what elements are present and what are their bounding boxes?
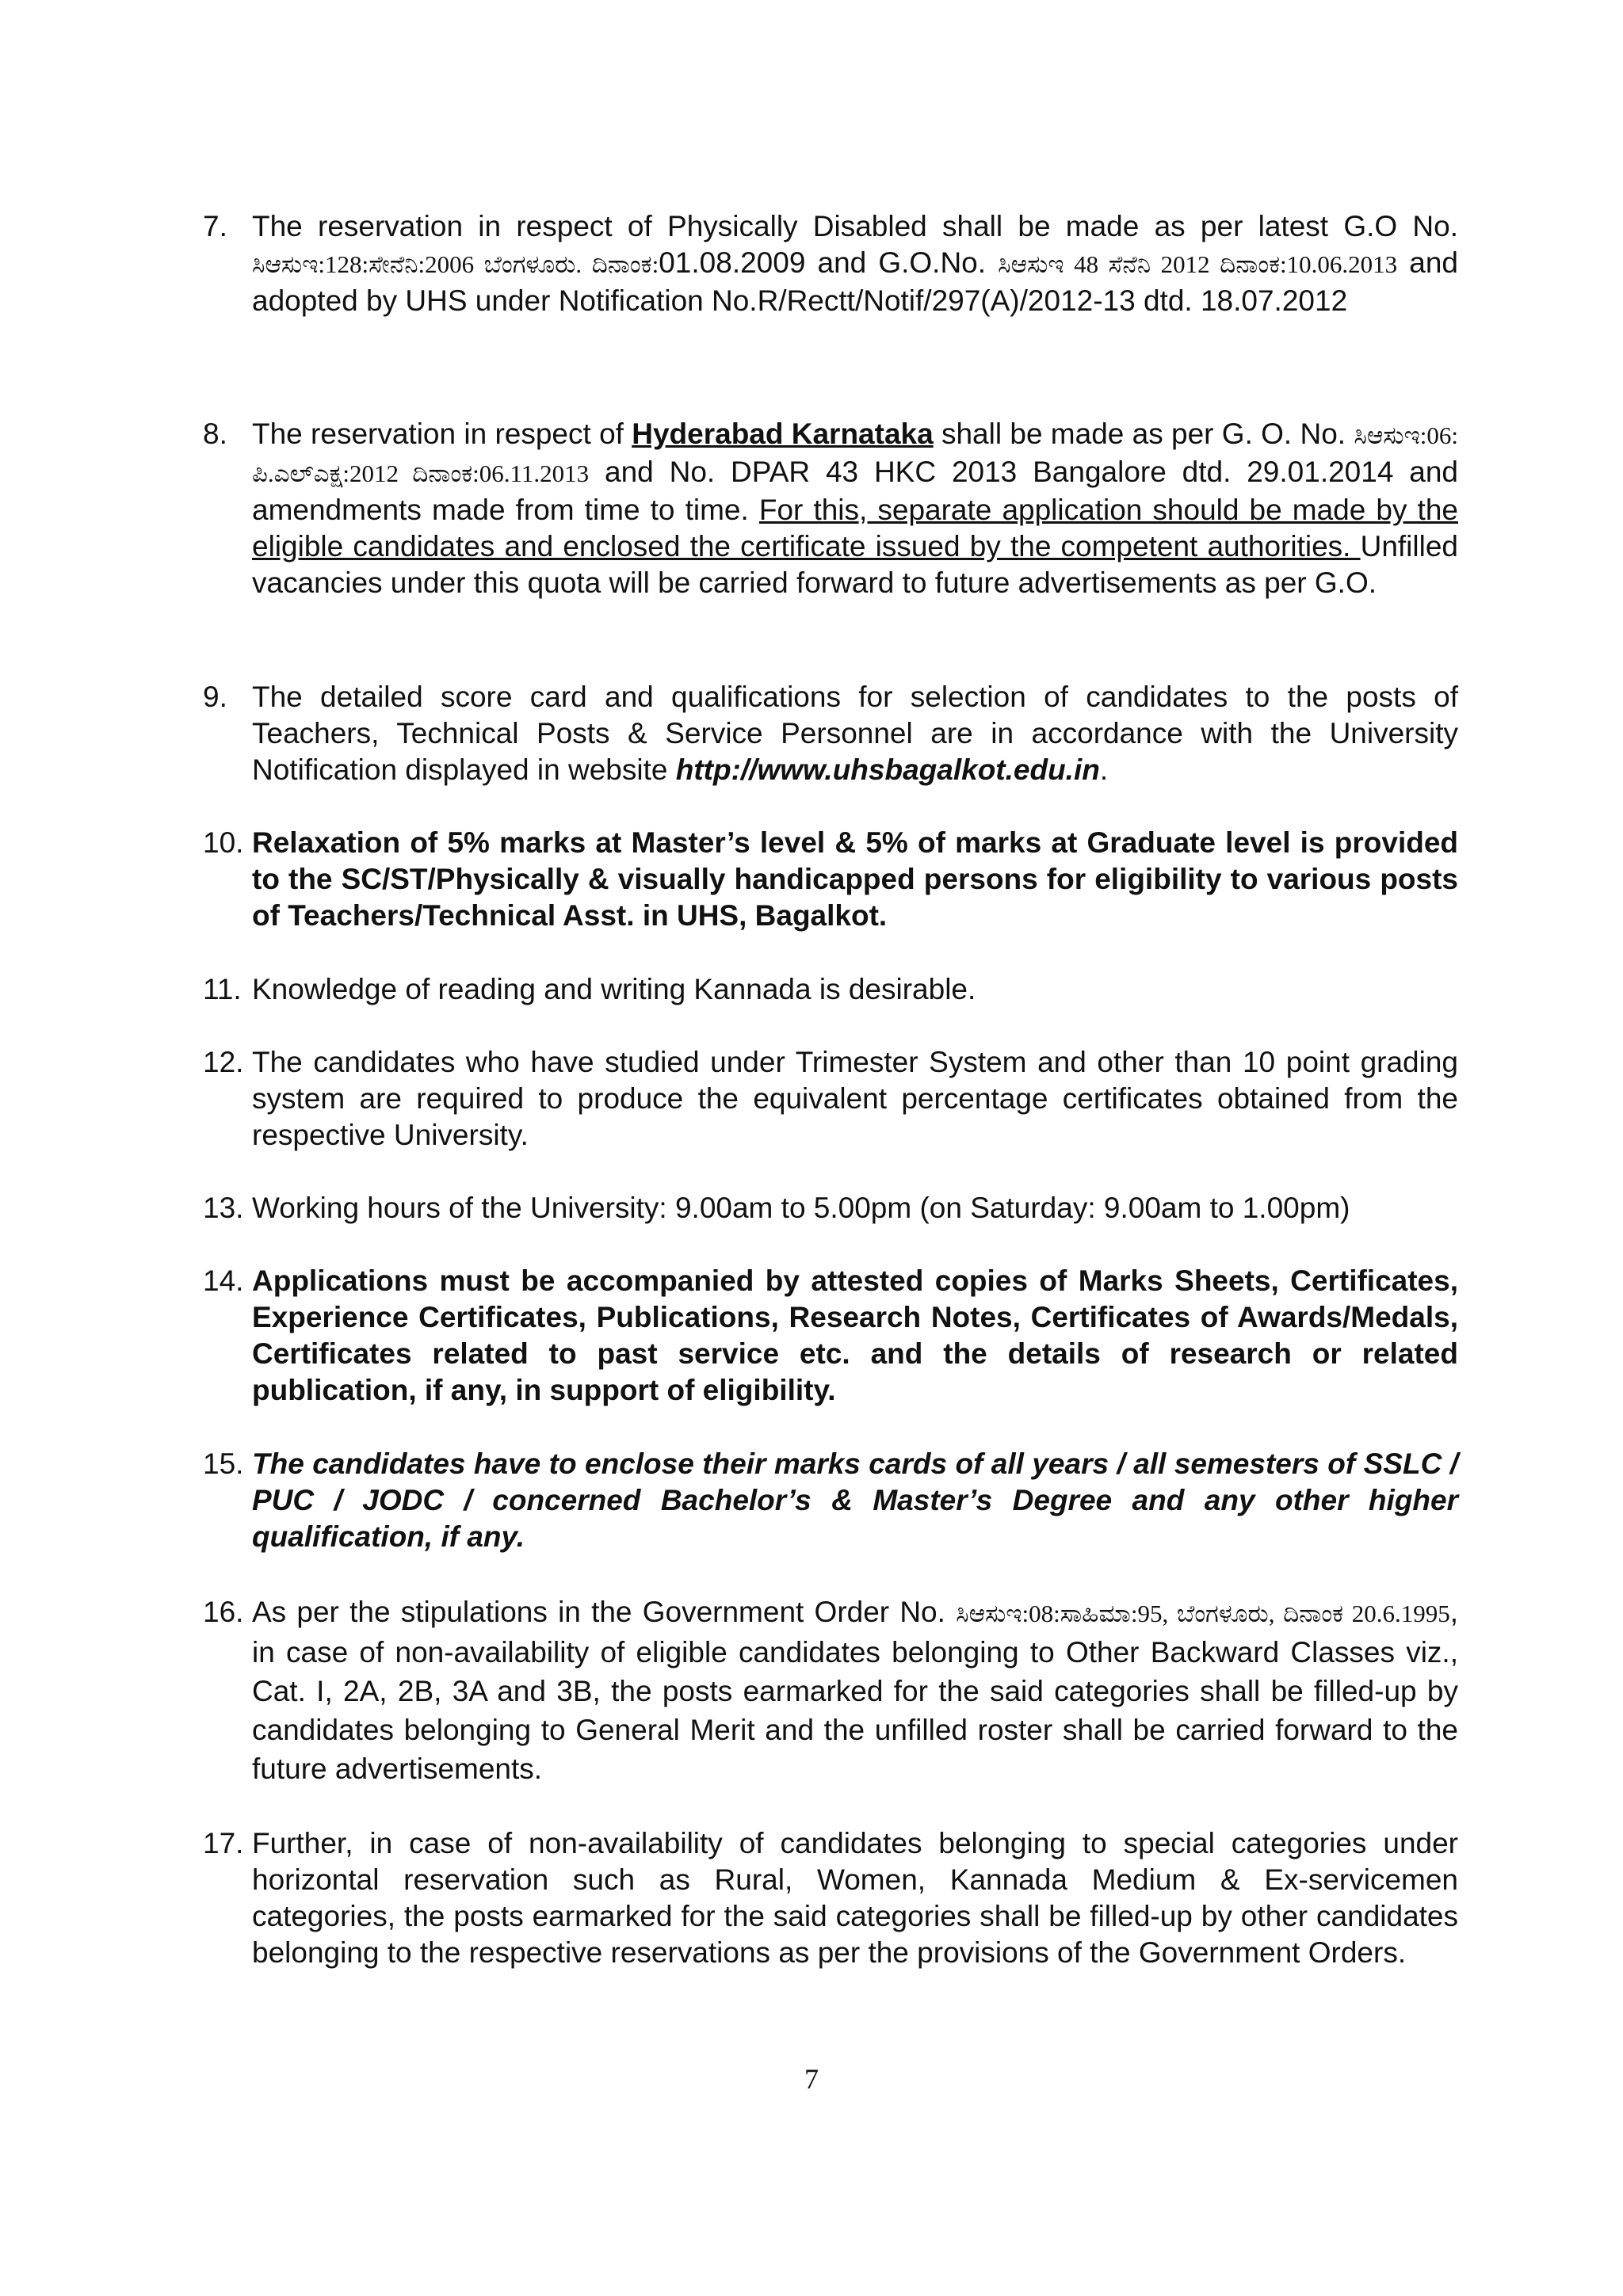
item-text: The candidates who have studied under Trimester System and other than 10 point grading system are required to produce the equivalent percentage certificates obtained from the respective University.: [252, 1046, 1458, 1151]
item-11: [203, 971, 1458, 1008]
item-16: [203, 1592, 1458, 1788]
item-text: The detailed score card and qualifications for selection of candidates to the posts of Teachers, Technical Posts & Service Personnel are in accordance with the University Notification displayed in website http://www.uhsbagalkot.edu.in.: [252, 681, 1458, 786]
item-number: 11.: [203, 973, 242, 1005]
item-7: [203, 208, 1458, 319]
item-13: [203, 1190, 1458, 1226]
item-number: 7.: [203, 210, 227, 242]
item-number: 10.: [203, 826, 244, 859]
item-9: [203, 679, 1458, 788]
hyderabad-karnataka-text: Hyderabad Karnataka: [632, 418, 934, 450]
item-text: The candidates have to enclose their marks cards of all years / all semesters of SSLC / PUC / JODC / concerned Bachelor’s & Master’s Degree and any other higher qualification, if any.: [252, 1447, 1458, 1553]
item-text: The reservation in respect of Hyderabad Karnataka shall be made as per G. O. No. ಸಿಆಸುಇ:06: ಪಿ.ಎಲ್ಎಕ್ಷ:2012 ದಿನಾಂಕ:06.11.2013 and No. DPAR 43 HKC 2013 Bangalore dtd. 29.01.2014 and amendments made from time to time. For this, separate application should be made by the eligible candidates and enclosed the certificate issued by the competent authorities. Unfilled vacancies under this quota will be carried forward to future advertisements as per G.O.: [252, 418, 1458, 599]
item-text: Relaxation of 5% marks at Master’s level & 5% of marks at Graduate level is provided to the SC/ST/Physically & visually handicapped persons for eligibility to various posts of Teachers/Technical Asst. in UHS, Bagalkot.: [252, 826, 1458, 932]
item-number: 15.: [203, 1447, 244, 1480]
item-text: Knowledge of reading and writing Kannada is desirable.: [252, 973, 976, 1005]
item-text: Working hours of the University: 9.00am to 5.00pm (on Saturday: 9.00am to 1.00pm): [252, 1192, 1350, 1224]
item-number: 8.: [203, 418, 227, 450]
item-number: 14.: [203, 1264, 244, 1297]
item-text: Applications must be accompanied by attested copies of Marks Sheets, Certificates, Experience Certificates, Publications, Research Notes, Certificates of Awards/Medals, Certificates related to past service etc. and the details of research or related publication, if any, in support of eligibility.: [252, 1264, 1458, 1406]
item-number: 9.: [203, 681, 227, 713]
item-number: 17.: [203, 1827, 244, 1859]
item-14: [203, 1263, 1458, 1409]
item-number: 12.: [203, 1046, 244, 1078]
item-text: The reservation in respect of Physically Disabled shall be made as per latest G.O No. ಸಿಆಸುಇ:128:ಸೇನೆನಿ:2006 ಬೆಂಗಳೂರು. ದಿನಾಂಕ:01.08.2009 and G.O.No. ಸಿಆಸುಇ 48 ಸೆನೆನಿ 2012 ದಿನಾಂಕ:10.06.2013 and adopted by UHS under Notification No.R/Rectt/Notif/297(A)/2012-13 dtd. 18.07.2012: [252, 210, 1458, 317]
item-number: 16.: [203, 1596, 244, 1628]
item-12: [203, 1044, 1458, 1154]
item-8: [203, 416, 1458, 601]
item-10: [203, 825, 1458, 934]
item-number: 13.: [203, 1192, 244, 1224]
page-number: 7: [804, 2063, 819, 2095]
item-text: Further, in case of non-availability of candidates belonging to special categories under horizontal reservation such as Rural, Women, Kannada Medium & Ex-servicemen categories, the posts earmarked for the said categories shall be filled-up by other candidates belonging to the respective reservations as per the provisions of the Government Orders.: [252, 1827, 1458, 1969]
item-15: [203, 1446, 1458, 1555]
website-link[interactable]: http://www.uhsbagalkot.edu.in: [675, 753, 1100, 786]
item-text: As per the stipulations in the Government Order No. ಸಿಆಸುಇ:08:ಸಾಹಿಮಾ:95, ಬೆಂಗಳೂರು, ದಿನಾಂಕ 20.6.1995, in case of non-availability of eligible candidates belonging to Other Backward Classes viz., Cat. I, 2A, 2B, 3A and 3B, the posts earmarked for the said categories shall be filled-up by candidates belonging to General Merit and the unfilled roster shall be carried forward to the future advertisements.: [252, 1596, 1458, 1785]
item-17: [203, 1825, 1458, 1971]
